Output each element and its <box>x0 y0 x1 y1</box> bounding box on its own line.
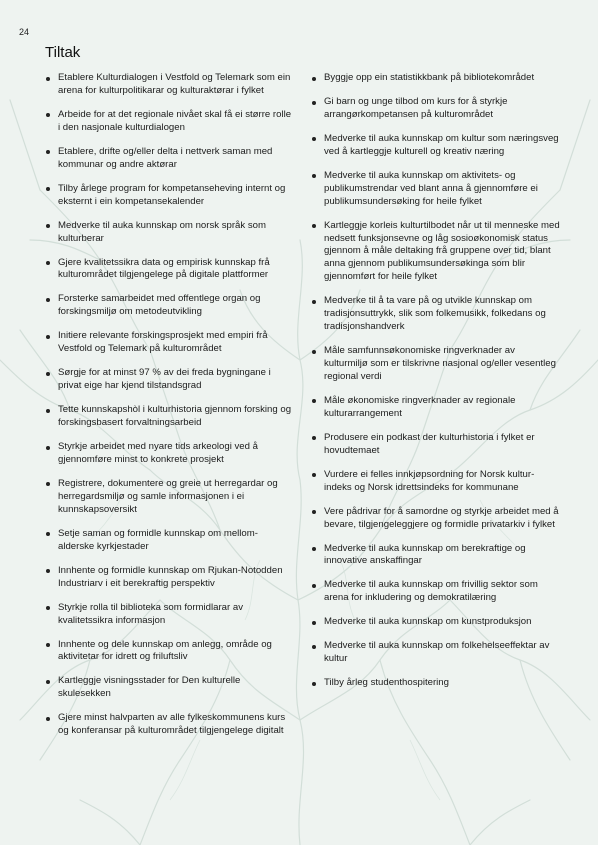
list-item: Måle økonomiske ringverknader av regionale kulturarrangement <box>311 395 561 421</box>
list-item: Tilby årleg studenthospitering <box>311 677 561 690</box>
list-item: Vurdere ei felles innkjøpsordning for Norsk kultur-indeks og Norsk idrettsindeks for kommunane <box>311 469 561 495</box>
list-item: Styrkje rolla til biblioteka som formidlarar av kvalitetssikra informasjon <box>45 602 292 628</box>
list-item: Byggje opp ein statistikkbank på bibliotekområdet <box>311 72 561 85</box>
list-item: Medverke til auka kunnskap om folkehelseeffektar av kultur <box>311 640 561 666</box>
right-measures-list <box>311 72 561 701</box>
list-item: Tette kunnskapshòl i kulturhistoria gjennom forsking og forskingsbasert forvaltningsarbeid <box>45 404 292 430</box>
list-item: Gjere minst halvparten av alle fylkeskommunens kurs og konferansar på kulturområdet tilgjengelege digitalt <box>45 712 292 738</box>
list-item: Forsterke samarbeidet med offentlege organ og forskingsmiljø om metodeutvikling <box>45 293 292 319</box>
list-item: Innhente og formidle kunnskap om Rjukan-Notodden Industriarv i eit berekraftig perspektiv <box>45 565 292 591</box>
list-item: Medverke til auka kunnskap om frivillig sektor som arena for inkludering og demokratilæring <box>311 579 561 605</box>
list-item: Arbeide for at det regionale nivået skal få ei større rolle i den nasjonale kulturdialogen <box>45 109 292 135</box>
list-item: Medverke til å ta vare på og utvikle kunnskap om tradisjonsuttrykk, slik som folkemusikk, folkedans og tradisjonshandverk <box>311 295 561 334</box>
list-item: Produsere ein podkast der kulturhistoria i fylket er hovudtemaet <box>311 432 561 458</box>
list-item: Medverke til auka kunnskap om kunstproduksjon <box>311 616 561 629</box>
list-item: Kartleggje korleis kulturtilbodet når ut til menneske med nedsett funksjonsevne og låg sosioøkonomisk status gjennom å måle deltaking frå gruppene over tid, blant anna gjennom publikumsundersøkinga som blir gjennomført for heile fylket <box>311 220 561 285</box>
list-item: Gi barn og unge tilbod om kurs for å styrkje arrangørkompetansen på kulturområdet <box>311 96 561 122</box>
list-item: Kartleggje visningsstader for Den kulturelle skulesekken <box>45 675 292 701</box>
page-number: 24 <box>19 27 30 37</box>
page-title: Tiltak <box>45 44 81 61</box>
list-item: Registrere, dokumentere og greie ut herregardar og herregardsmiljø og samle informasjonen i ei kunnskapsoversikt <box>45 478 292 517</box>
list-item: Etablere Kulturdialogen i Vestfold og Telemark som ein arena for kulturpolitikarar og kulturaktørar i fylket <box>45 72 292 98</box>
list-item: Gjere kvalitetssikra data og empirisk kunnskap frå kulturområdet tilgjengelege på digitale plattformer <box>45 257 292 283</box>
list-item: Medverke til auka kunnskap om berekraftige og innovative anskaffingar <box>311 543 561 569</box>
list-item: Tilby årlege program for kompetanseheving internt og eksternt i ein kompetansekalender <box>45 183 292 209</box>
list-item: Måle samfunnsøkonomiske ringverknader av kulturmiljø som er tilskrivne nasjonal og/eller vesentleg regional verdi <box>311 345 561 384</box>
list-item: Etablere, drifte og/eller delta i nettverk saman med kommunar og andre aktørar <box>45 146 292 172</box>
left-measures-list <box>45 72 292 749</box>
list-item: Setje saman og formidle kunnskap om mellom-alderske kyrkjestader <box>45 528 292 554</box>
list-item: Styrkje arbeidet med nyare tids arkeologi ved å gjennomføre minst to konkrete prosjekt <box>45 441 292 467</box>
list-item: Initiere relevante forskingsprosjekt med empiri frå Vestfold og Telemark på kulturområdet <box>45 330 292 356</box>
list-item: Vere pådrivar for å samordne og styrkje arbeidet med å bevare, tilgjengeleggjere og formidle privatarkiv i fylket <box>311 506 561 532</box>
list-item: Medverke til auka kunnskap om kultur som næringsveg ved å kartleggje kulturell og kreativ næring <box>311 133 561 159</box>
list-item: Medverke til auka kunnskap om aktivitets- og publikumstrendar ved blant anna å gjennomføre ei publikumsundersøking for heile fylket <box>311 170 561 209</box>
list-item: Medverke til auka kunnskap om norsk språk som kulturberar <box>45 220 292 246</box>
list-item: Sørgje for at minst 97 % av dei freda bygningane i privat eige har kjend tilstandsgrad <box>45 367 292 393</box>
list-item: Innhente og dele kunnskap om anlegg, område og aktivitetar for idrett og friluftsliv <box>45 639 292 665</box>
